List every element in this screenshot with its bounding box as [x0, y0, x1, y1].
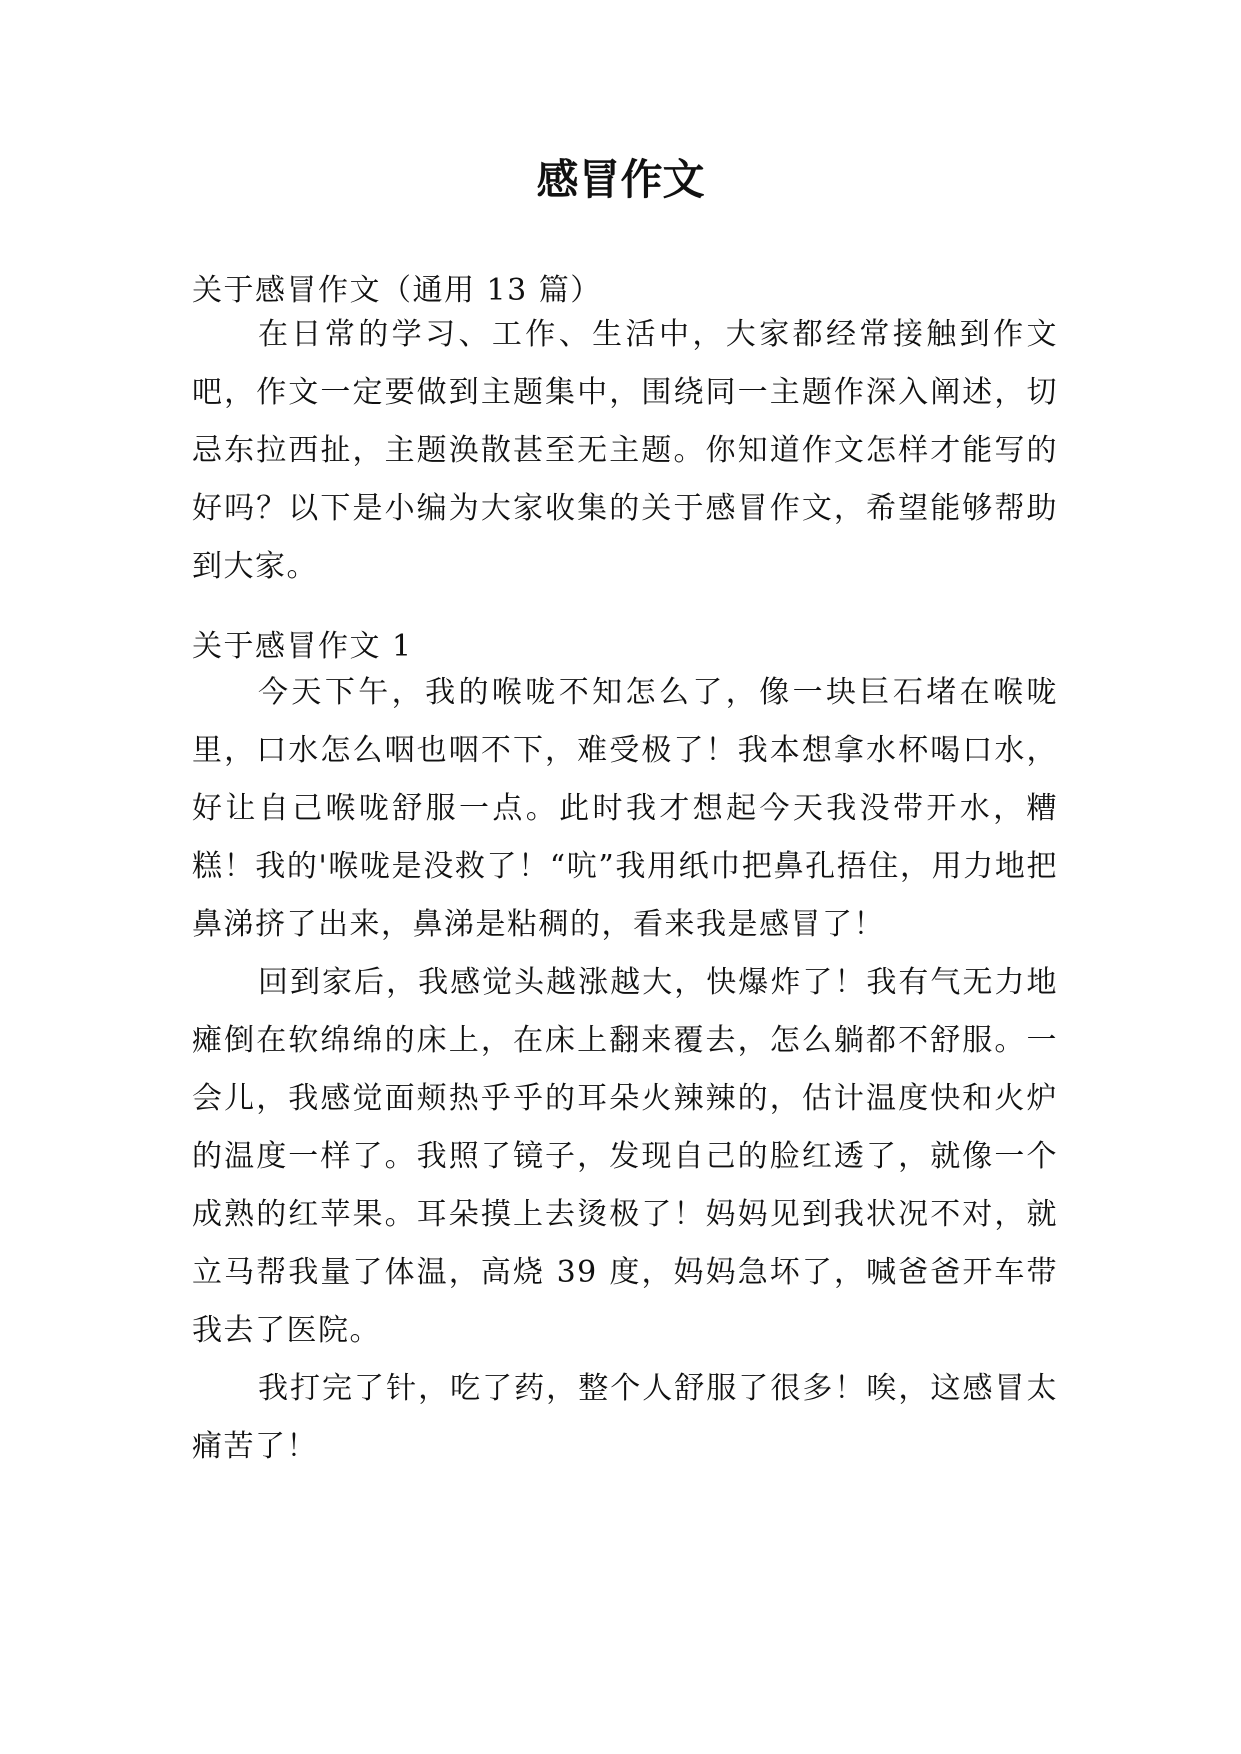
section-1-heading: 关于感冒作文 1 [192, 629, 413, 664]
section-1-body [192, 664, 1058, 1476]
intro-paragraph: 在日常的学习、工作、生活中，大家都经常接触到作文吧，作文一定要做到主题集中，围绕同一主题作深入阐述，切忌东拉西扯，主题涣散甚至无主题。你知道作文怎样才能写的好吗？以下是小编为大家收集的关于感冒作文，希望能够帮助到大家。 [192, 317, 1058, 584]
section-1-paragraph-2: 回到家后，我感觉头越涨越大，快爆炸了！我有气无力地瘫倒在软绵绵的床上，在床上翻来覆去，怎么躺都不舒服。一会儿，我感觉面颊热乎乎的耳朵火辣辣的，估计温度快和火炉的温度一样了。我照了镜子，发现自己的脸红透了，就像一个成熟的红苹果。耳朵摸上去烫极了！妈妈见到我状况不对，就立马帮我量了体温，高烧 39 度，妈妈急坏了，喊爸爸开车带我去了医院。 [192, 965, 1058, 1348]
intro-block [192, 306, 1058, 596]
document-title: 感冒作文 [536, 155, 705, 204]
document-subtitle: 关于感冒作文（通用 13 篇） [192, 273, 602, 308]
section-1-paragraph-3: 我打完了针，吃了药，整个人舒服了很多！唉，这感冒太痛苦了！ [192, 1371, 1058, 1464]
section-1-paragraph-1: 今天下午，我的喉咙不知怎么了，像一块巨石堵在喉咙里，口水怎么咽也咽不下，难受极了！我本想拿水杯喝口水，好让自己喉咙舒服一点。此时我才想起今天我没带开水，糟糕！我的'喉咙是没救了！“吭”我用纸巾把鼻孔捂住，用力地把鼻涕挤了出来，鼻涕是粘稠的，看来我是感冒了！ [192, 675, 1058, 942]
